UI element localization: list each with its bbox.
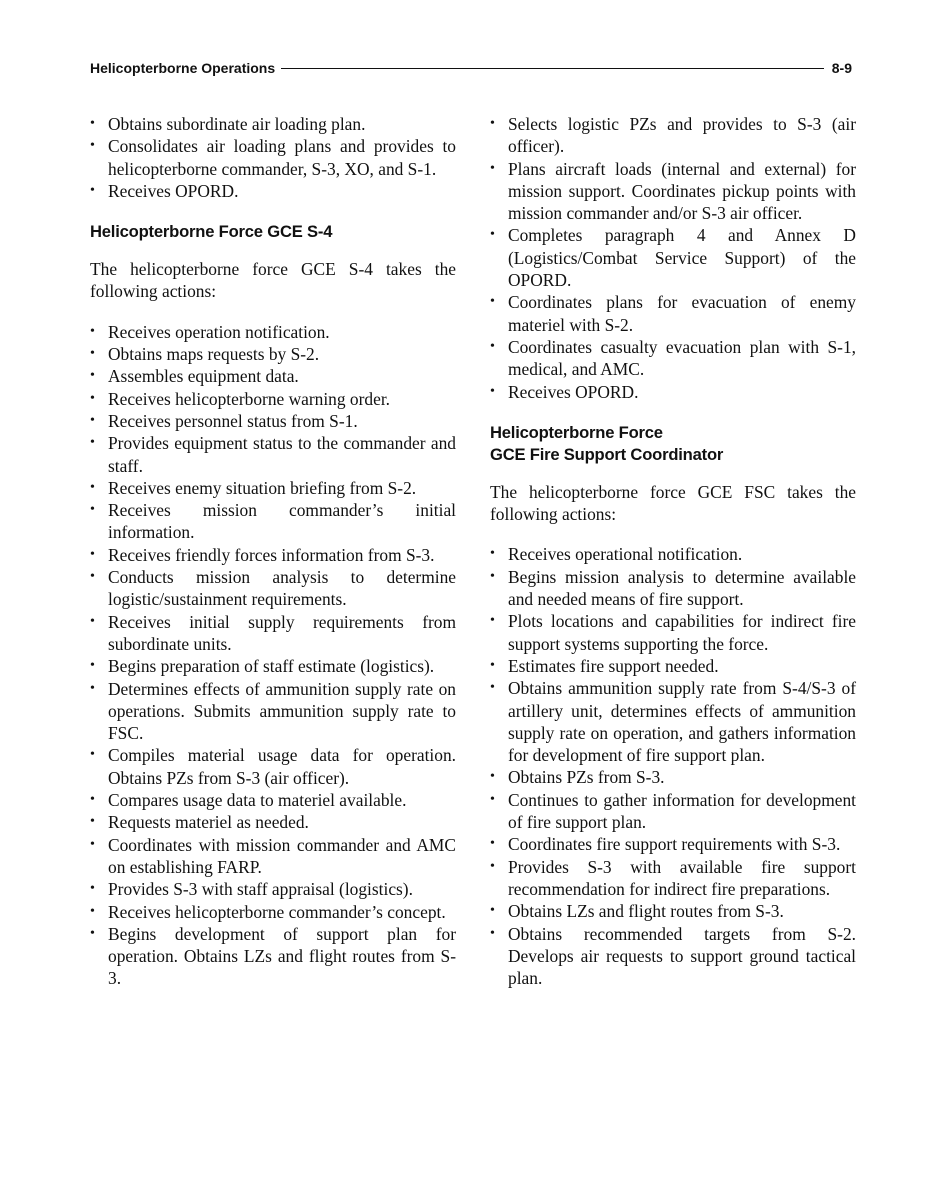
- list-item: [90, 878, 456, 900]
- s4-action-list: [90, 321, 456, 990]
- list-item: [90, 655, 456, 677]
- bullet-icon: •: [490, 613, 495, 629]
- list-item-text: Requests materiel as needed.: [108, 812, 309, 833]
- fsc-heading-line1: Helicopterborne Force: [490, 422, 663, 442]
- fsc-heading: [490, 422, 856, 466]
- bullet-icon: •: [90, 903, 95, 919]
- bullet-icon: •: [490, 791, 495, 807]
- bullet-icon: •: [90, 390, 95, 406]
- list-item: [490, 224, 856, 291]
- list-item: [490, 856, 856, 901]
- list-item: [90, 321, 456, 343]
- list-item-text: Receives helicopterborne warning order.: [108, 388, 391, 409]
- list-item-text: Obtains ammunition supply rate from S-4/S-3 of artillery unit, determines effects of ammunition supply rate on operation, and gathers information for development of fire support plan.: [508, 678, 856, 766]
- list-item-text: Completes paragraph 4 and Annex D (Logistics/Combat Service Support) of the OPORD.: [508, 225, 856, 291]
- list-item: [490, 336, 856, 381]
- list-item: [490, 923, 856, 990]
- bullet-icon: •: [490, 227, 495, 243]
- page-number: 8-9: [831, 60, 852, 76]
- list-item-text: Coordinates with mission commander and AMC on establishing FARP.: [108, 834, 456, 877]
- bullet-icon: •: [490, 294, 495, 310]
- bullet-icon: •: [90, 116, 95, 131]
- list-item: [90, 789, 456, 811]
- bullet-icon: •: [490, 568, 495, 584]
- bullet-icon: •: [90, 658, 95, 674]
- list-item: [490, 900, 856, 922]
- list-item-text: Receives initial supply requirements from subordinate units.: [108, 611, 456, 654]
- list-item-text: Plans aircraft loads (internal and external) for mission support. Coordinates pickup points with mission commander and/or S-3 air officer.: [508, 158, 856, 224]
- bullet-icon: •: [90, 502, 95, 518]
- list-item: [90, 544, 456, 566]
- list-item-text: Compares usage data to materiel available.: [108, 790, 407, 811]
- bullet-icon: •: [90, 323, 95, 339]
- list-item-text: Plots locations and capabilities for indirect fire support systems supporting the force.: [508, 611, 856, 654]
- s4-continued-list: [490, 113, 856, 403]
- bullet-icon: •: [90, 747, 95, 763]
- list-item: [90, 834, 456, 879]
- bullet-icon: •: [90, 479, 95, 495]
- bullet-icon: •: [90, 680, 95, 696]
- list-item: [490, 291, 856, 336]
- bullet-icon: •: [490, 836, 495, 852]
- list-item-text: Receives mission commander’s initial information.: [108, 500, 456, 543]
- list-item-text: Coordinates plans for evacuation of enemy materiel with S-2.: [508, 292, 856, 335]
- list-item: [90, 678, 456, 745]
- right-column: [490, 113, 856, 989]
- bullet-icon: •: [490, 160, 495, 176]
- list-item-text: Receives operational notification.: [508, 544, 743, 565]
- list-item: [90, 180, 456, 202]
- list-item: [90, 388, 456, 410]
- list-item: [90, 499, 456, 544]
- intro-list: [90, 113, 456, 202]
- list-item-text: Obtains LZs and flight routes from S-3.: [508, 901, 784, 922]
- section-title: Helicopterborne Operations: [90, 60, 276, 76]
- list-item-text: Coordinates fire support requirements with S-3.: [508, 834, 841, 855]
- list-item: [490, 833, 856, 855]
- list-item-text: Begins mission analysis to determine available and needed means of fire support.: [508, 566, 856, 610]
- bullet-icon: •: [490, 903, 495, 919]
- bullet-icon: •: [90, 368, 95, 384]
- bullet-icon: •: [490, 383, 495, 399]
- s4-heading: Helicopterborne Force GCE S-4: [90, 222, 333, 242]
- list-item: [490, 113, 856, 158]
- list-item: [490, 789, 856, 834]
- list-item-text: Begins preparation of staff estimate (logistics).: [108, 656, 435, 677]
- bullet-icon: •: [90, 836, 95, 852]
- list-item: [490, 381, 856, 403]
- left-column: [90, 113, 456, 990]
- list-item-text: Obtains subordinate air loading plan.: [108, 114, 366, 134]
- list-item-text: Obtains maps requests by S-2.: [108, 344, 320, 365]
- bullet-icon: •: [490, 546, 495, 562]
- list-item: [90, 923, 456, 990]
- list-item-text: Receives enemy situation briefing from S-2.: [108, 477, 417, 498]
- list-item: [490, 766, 856, 788]
- list-item: [90, 135, 456, 180]
- list-item-text: Receives friendly forces information from S-3.: [108, 544, 435, 565]
- bullet-icon: •: [490, 680, 495, 696]
- list-item-text: Conducts mission analysis to determine logistic/sustainment requirements.: [108, 567, 456, 610]
- list-item: [490, 158, 856, 225]
- list-item-text: Begins development of support plan for operation. Obtains LZs and flight routes from S-3.: [108, 923, 456, 989]
- list-item-text: Provides S-3 with staff appraisal (logistics).: [108, 879, 413, 900]
- header-rule: [281, 68, 824, 69]
- bullet-icon: •: [90, 814, 95, 830]
- list-item-text: Coordinates casualty evacuation plan with S-1, medical, and AMC.: [508, 336, 856, 380]
- list-item: [90, 410, 456, 432]
- list-item-text: Receives personnel status from S-1.: [108, 410, 358, 431]
- bullet-icon: •: [90, 346, 95, 362]
- bullet-icon: •: [490, 925, 495, 941]
- list-item-text: Provides equipment status to the commander and staff.: [108, 433, 456, 476]
- list-item-text: Obtains recommended targets from S-2. Develops air requests to support ground tactical plan.: [508, 923, 856, 989]
- bullet-icon: •: [90, 435, 95, 451]
- list-item-text: Receives operation notification.: [108, 321, 330, 342]
- list-item: [490, 566, 856, 611]
- list-item: [490, 610, 856, 655]
- list-item: [90, 365, 456, 387]
- list-item-text: Compiles material usage data for operation. Obtains PZs from S-3 (air officer).: [108, 745, 456, 788]
- list-item-text: Provides S-3 with available fire support recommendation for indirect fire preparations.: [508, 856, 856, 899]
- list-item: [490, 543, 856, 565]
- list-item: [90, 432, 456, 477]
- bullet-icon: •: [490, 116, 495, 131]
- fsc-intro: The helicopterborne force GCE FSC takes the following actions:: [490, 481, 856, 525]
- list-item: [90, 811, 456, 833]
- bullet-icon: •: [490, 858, 495, 874]
- list-item-text: Receives OPORD.: [508, 381, 639, 402]
- list-item: [490, 677, 856, 766]
- bullet-icon: •: [90, 925, 95, 941]
- bullet-icon: •: [90, 182, 95, 198]
- list-item-text: Selects logistic PZs and provides to S-3 (air officer).: [508, 114, 856, 157]
- list-item: [90, 566, 456, 611]
- list-item-text: Continues to gather information for development of fire support plan.: [508, 789, 856, 833]
- list-item-text: Obtains PZs from S-3.: [508, 767, 665, 788]
- list-item-text: Estimates fire support needed.: [508, 655, 719, 676]
- bullet-icon: •: [90, 613, 95, 629]
- fsc-action-list: [490, 543, 856, 989]
- list-item: [90, 744, 456, 789]
- list-item-text: Receives OPORD.: [108, 180, 239, 201]
- list-item-text: Consolidates air loading plans and provides to helicopterborne commander, S-3, XO, and S-1.: [108, 136, 456, 179]
- list-item: [90, 113, 456, 135]
- bullet-icon: •: [90, 138, 95, 154]
- bullet-icon: •: [490, 338, 495, 354]
- list-item: [90, 343, 456, 365]
- list-item: [90, 477, 456, 499]
- bullet-icon: •: [490, 657, 495, 673]
- list-item: [90, 901, 456, 923]
- list-item: [90, 611, 456, 656]
- running-header: [90, 59, 852, 77]
- bullet-icon: •: [90, 792, 95, 808]
- list-item-text: Receives helicopterborne commander’s concept.: [108, 901, 446, 922]
- list-item-text: Assembles equipment data.: [108, 366, 299, 387]
- s4-intro: The helicopterborne force GCE S-4 takes the following actions:: [90, 259, 456, 302]
- bullet-icon: •: [90, 881, 95, 897]
- fsc-heading-line2: GCE Fire Support Coordinator: [490, 444, 724, 464]
- bullet-icon: •: [90, 546, 95, 562]
- bullet-icon: •: [490, 769, 495, 785]
- list-item-text: Determines effects of ammunition supply rate on operations. Submits ammunition supply rate to FSC.: [108, 678, 456, 744]
- bullet-icon: •: [90, 569, 95, 585]
- bullet-icon: •: [90, 412, 95, 428]
- list-item: [490, 655, 856, 677]
